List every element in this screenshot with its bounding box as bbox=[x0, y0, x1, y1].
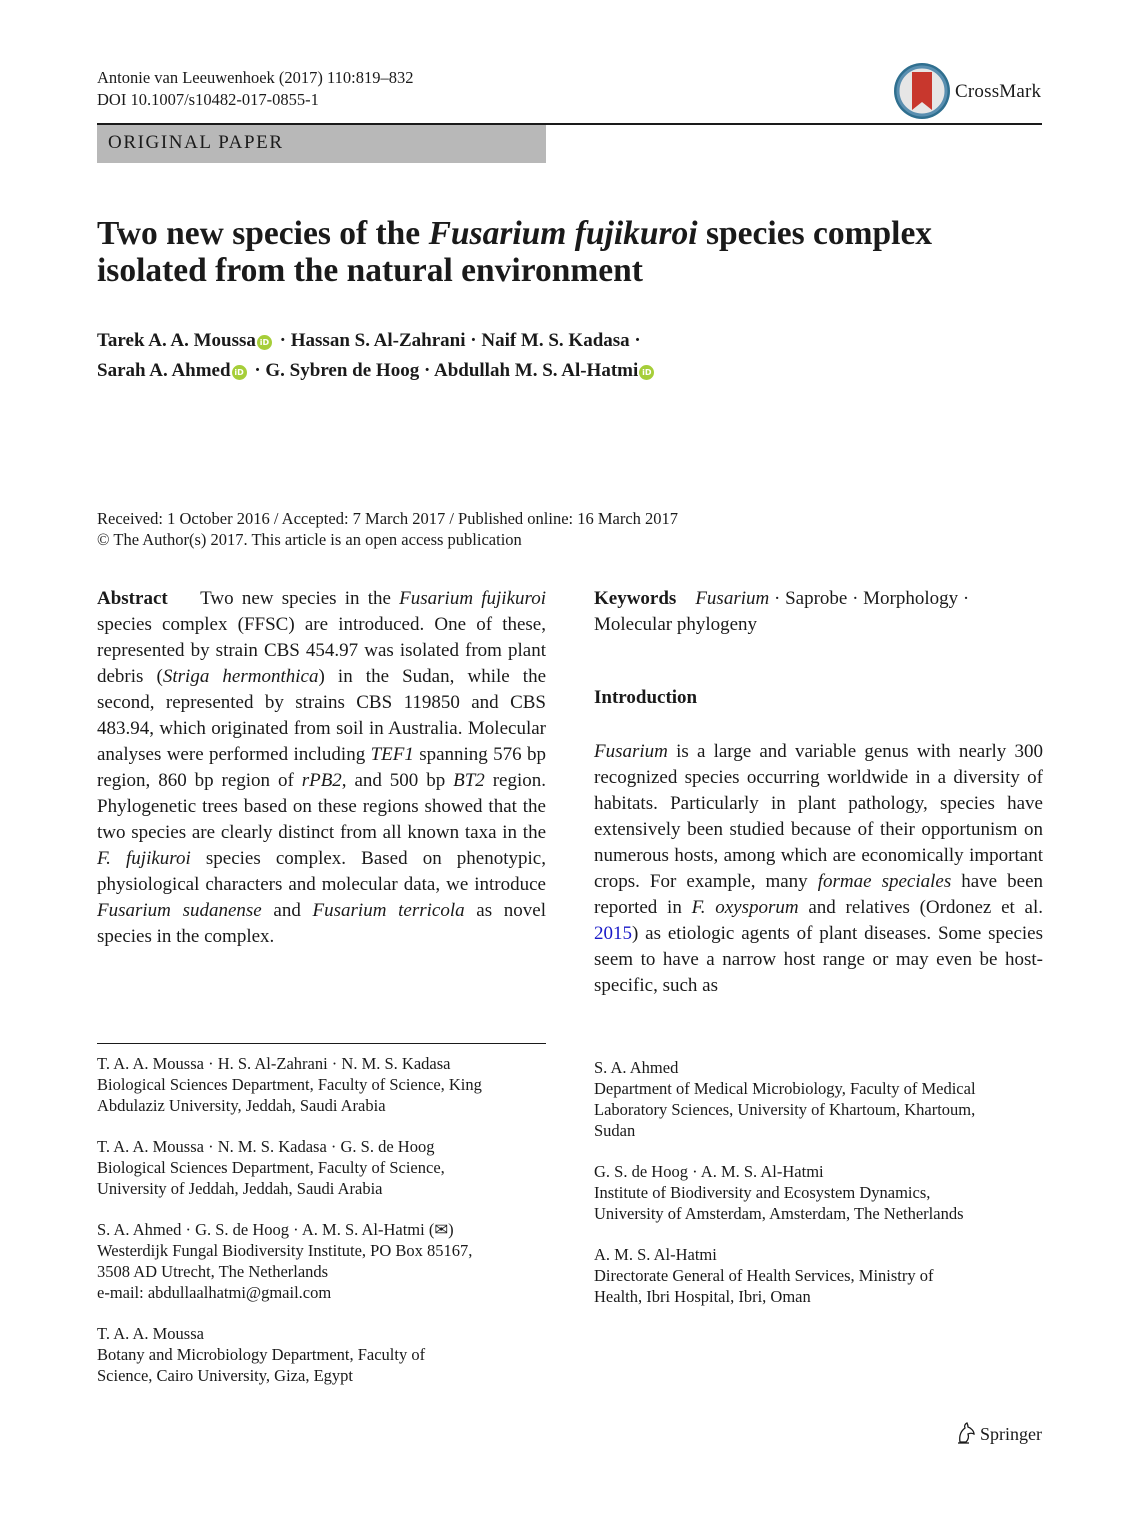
affiliation-line: Science, Cairo University, Giza, Egypt bbox=[97, 1366, 353, 1385]
author-name: Naif M. S. Kadasa bbox=[481, 330, 630, 351]
dates-line: Received: 1 October 2016 / Accepted: 7 March 2017 / Published online: 16 March 2017 bbox=[97, 509, 679, 528]
orcid-icon[interactable]: iD bbox=[232, 365, 247, 380]
abstract-italic: F. fujikuroi bbox=[97, 848, 191, 869]
author-separator: · bbox=[274, 330, 291, 351]
section-banner-label: ORIGINAL PAPER bbox=[108, 132, 284, 153]
keyword: Molecular phylogeny bbox=[594, 614, 758, 635]
affiliation-line: Department of Medical Microbiology, Faculty of Medical bbox=[594, 1079, 976, 1098]
affiliation-line: Directorate General of Health Services, Ministry of bbox=[594, 1266, 934, 1285]
keyword: Saprobe bbox=[785, 588, 848, 609]
abstract-text: spanning 576 bp region, 860 bp region of bbox=[97, 744, 546, 791]
abstract-italic: Fusarium terricola bbox=[312, 900, 465, 921]
introduction-heading: Introduction bbox=[594, 687, 698, 708]
affiliation-line: Health, Ibri Hospital, Ibri, Oman bbox=[594, 1287, 811, 1306]
affiliation-block bbox=[594, 1244, 1043, 1307]
article-title bbox=[97, 215, 1042, 289]
abstract-italic: Striga hermonthica bbox=[162, 666, 319, 687]
keyword-separator: · bbox=[769, 588, 786, 609]
publisher-logo bbox=[956, 1422, 1042, 1445]
affiliation-rule bbox=[97, 1043, 546, 1044]
affiliation-line: Westerdijk Fungal Biodiversity Institute, PO Box 85167, bbox=[97, 1241, 473, 1260]
abstract-text: and bbox=[261, 900, 313, 921]
author-separator: · bbox=[629, 330, 641, 351]
abstract-text: Two new species in the bbox=[200, 588, 400, 609]
affiliation-line: University of Jeddah, Jeddah, Saudi Arabia bbox=[97, 1179, 383, 1198]
keywords-heading: Keywords bbox=[594, 588, 677, 609]
affiliation-line: Botany and Microbiology Department, Faculty of bbox=[97, 1345, 426, 1364]
publisher-label: Springer bbox=[980, 1424, 1042, 1444]
intro-italic: formae speciales bbox=[817, 871, 952, 892]
affiliation-names: T. A. A. Moussa bbox=[97, 1324, 204, 1343]
journal-header bbox=[97, 67, 413, 111]
abstract-text: species complex. Based on phenotypic, physiological characters and molecular data, we introduce bbox=[97, 848, 546, 895]
affiliation-line: Biological Sciences Department, Faculty of Science, bbox=[97, 1158, 445, 1177]
affiliation-block bbox=[97, 1136, 546, 1199]
author-separator: · bbox=[419, 360, 434, 381]
affiliation-names: S. A. Ahmed bbox=[594, 1058, 679, 1077]
affiliation-block bbox=[594, 1057, 1043, 1141]
author-name: Sarah A. Ahmed bbox=[97, 360, 231, 381]
intro-text: have been reported in bbox=[594, 871, 1043, 918]
intro-text: and relatives (Ordonez et al. bbox=[798, 897, 1043, 918]
abstract-text: , and 500 bp bbox=[341, 770, 454, 791]
affiliation-line: Laboratory Sciences, University of Khartoum, Khartoum, bbox=[594, 1100, 976, 1119]
abstract bbox=[97, 586, 546, 950]
publication-dates bbox=[97, 508, 678, 550]
affiliation-line: Institute of Biodiversity and Ecosystem Dynamics, bbox=[594, 1183, 931, 1202]
intro-italic: F. oxysporum bbox=[691, 897, 799, 918]
affiliation-names: A. M. S. Al-Hatmi bbox=[594, 1245, 717, 1264]
abstract-text: ) in the Sudan, while the second, represented by strains CBS 119850 and CBS 483.94, which originated from soil in Australia. Molecular analyses were performed including bbox=[97, 666, 547, 765]
affiliations-left bbox=[97, 1053, 546, 1406]
title-italic: Fusarium fujikuroi bbox=[428, 215, 698, 252]
author-name: Hassan S. Al-Zahrani bbox=[290, 330, 466, 351]
affiliation-block bbox=[594, 1161, 1043, 1224]
abstract-heading: Abstract bbox=[97, 588, 168, 609]
author-list bbox=[97, 326, 1042, 386]
affiliation-names: S. A. Ahmed · G. S. de Hoog · A. M. S. Al-Hatmi (✉) bbox=[97, 1220, 454, 1239]
intro-text: ) as etiologic agents of plant diseases. Some species seem to have a narrow host range or may even be host-specific, such as bbox=[594, 923, 1043, 996]
abstract-text: as novel species in the complex. bbox=[97, 900, 546, 947]
affiliations-right bbox=[594, 1057, 1043, 1327]
author-name: Abdullah M. S. Al-Hatmi bbox=[433, 360, 639, 381]
introduction-body bbox=[594, 739, 1043, 999]
abstract-text: species complex (FFSC) are introduced. One of these, represented by strain CBS 454.97 was isolated from plant debris ( bbox=[97, 614, 546, 687]
springer-horse-icon bbox=[956, 1422, 976, 1444]
affiliation-block bbox=[97, 1323, 546, 1386]
affiliation-line: Biological Sciences Department, Faculty of Science, King bbox=[97, 1075, 482, 1094]
affiliation-block bbox=[97, 1053, 546, 1116]
keyword-separator: · bbox=[847, 588, 864, 609]
abstract-italic: Fusarium fujikuroi bbox=[399, 588, 546, 609]
affiliation-line: 3508 AD Utrecht, The Netherlands bbox=[97, 1262, 329, 1281]
keyword: Morphology bbox=[863, 588, 959, 609]
orcid-icon[interactable]: iD bbox=[257, 335, 272, 350]
orcid-icon[interactable]: iD bbox=[639, 365, 654, 380]
abstract-text: region. Phylogenetic trees based on these regions showed that the two species are clearly distinct from all known taxa in the bbox=[97, 770, 546, 843]
copyright-line: © The Author(s) 2017. This article is an open access publication bbox=[97, 530, 522, 549]
reference-link[interactable]: 2015 bbox=[594, 923, 632, 944]
keyword-separator: · bbox=[958, 588, 970, 609]
title-part-1: Two new species of the bbox=[97, 215, 429, 252]
email-address[interactable]: e-mail: abdullaalhatmi@gmail.com bbox=[97, 1283, 332, 1302]
keyword: Fusarium bbox=[695, 588, 770, 609]
section-banner bbox=[97, 125, 546, 163]
intro-italic: Fusarium bbox=[594, 741, 668, 762]
abstract-italic: TEF1 bbox=[370, 744, 414, 765]
affiliation-block bbox=[97, 1219, 546, 1303]
affiliation-names: G. S. de Hoog · A. M. S. Al-Hatmi bbox=[594, 1162, 824, 1181]
author-separator: · bbox=[249, 360, 266, 381]
journal-citation: Antonie van Leeuwenhoek (2017) 110:819–832 bbox=[97, 68, 414, 87]
author-separator: · bbox=[465, 330, 482, 351]
affiliation-line: Sudan bbox=[594, 1121, 636, 1140]
author-name: G. Sybren de Hoog bbox=[265, 360, 420, 381]
doi[interactable]: DOI 10.1007/s10482-017-0855-1 bbox=[97, 90, 319, 109]
crossmark-label: CrossMark bbox=[955, 81, 1042, 102]
intro-text: is a large and variable genus with nearly 300 recognized species occurring worldwide in a diversity of habitats. Particularly in plant pathology, species have extensively been studied because of their opportunism on numerous hosts, among which are economically important crops. For example, many bbox=[594, 741, 1043, 892]
author-name: Tarek A. A. Moussa bbox=[97, 330, 256, 351]
affiliation-names: T. A. A. Moussa · N. M. S. Kadasa · G. S. de Hoog bbox=[97, 1137, 435, 1156]
crossmark-badge[interactable] bbox=[893, 62, 1043, 120]
title-part-2: species complex isolated from the natural environment bbox=[97, 215, 933, 289]
keywords bbox=[594, 586, 1043, 638]
abstract-italic: rPB2 bbox=[301, 770, 342, 791]
affiliation-line: University of Amsterdam, Amsterdam, The Netherlands bbox=[594, 1204, 964, 1223]
abstract-italic: Fusarium sudanense bbox=[97, 900, 262, 921]
affiliation-line: Abdulaziz University, Jeddah, Saudi Arabia bbox=[97, 1096, 386, 1115]
affiliation-names: T. A. A. Moussa · H. S. Al-Zahrani · N. M. S. Kadasa bbox=[97, 1054, 451, 1073]
crossmark-icon bbox=[893, 62, 951, 120]
abstract-italic: BT2 bbox=[453, 770, 485, 791]
